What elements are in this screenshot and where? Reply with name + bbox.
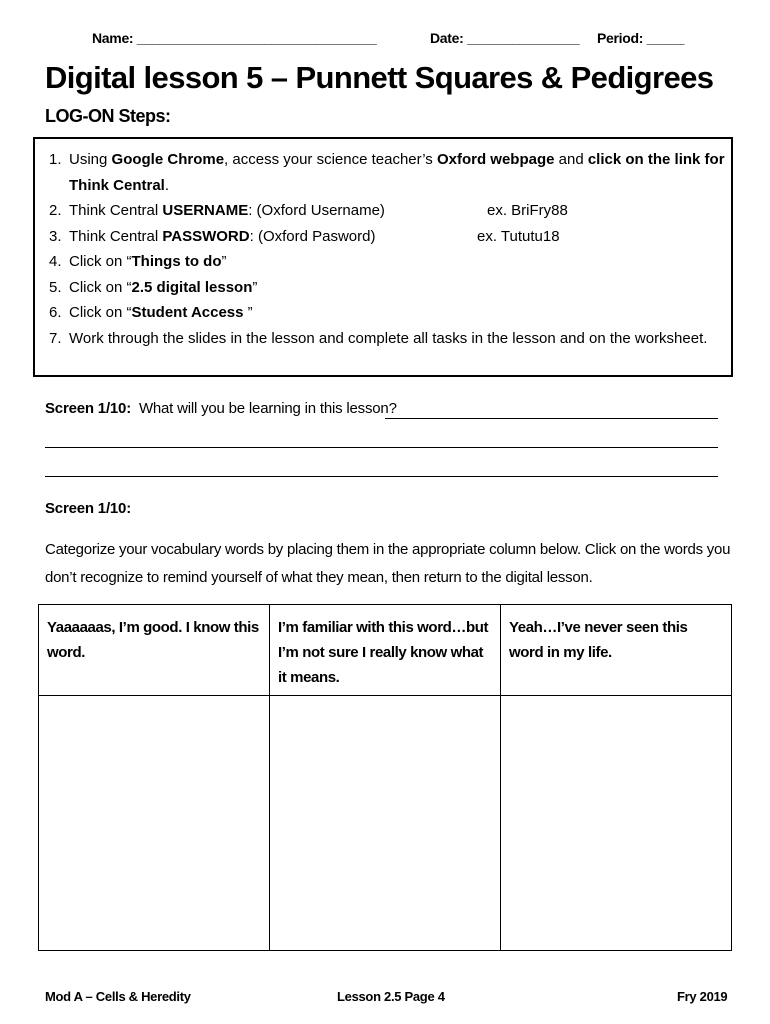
page-title: Digital lesson 5 – Punnett Squares & Pedigrees [45,60,714,95]
step-number: 7. [49,329,62,347]
vocab-column-familiar[interactable] [270,696,501,951]
vocab-header-know: Yaaaaaas, I’m good. I know this word. [47,619,259,661]
vocab-header-cell [501,605,732,696]
logon-steps-heading: LOG-ON Steps: [45,106,171,126]
answer-line[interactable] [45,447,718,448]
step-text: and [554,151,588,168]
step-text: ” [252,278,258,296]
step-text: : (Oxford Username) [248,202,385,219]
step-text: : (Oxford Pasword) [249,227,376,245]
step-text: Things to do [131,253,222,270]
answer-line[interactable] [45,476,718,477]
step-text: Click on “ [69,253,132,270]
footer-module: Mod A – Cells & Heredity [45,989,191,1004]
vocab-header-cell [39,605,270,696]
step-text: Oxford webpage [436,151,555,168]
logon-step [49,198,729,224]
vocab-table-body-row [39,696,732,951]
screen1-question [45,400,397,417]
step-text: PASSWORD [162,227,250,245]
vocab-instructions: Categorize your vocabulary words by placing them in the appropriate column below. Click on the words you don’t recognize to remind yourself of what they mean, then return to the digital lesson. [45,541,731,586]
screen1-question-text: What will you be learning in this lesson? [138,400,397,417]
logon-steps-list [49,147,729,351]
footer-author: Fry 2019 [677,989,728,1004]
answer-line[interactable] [385,418,718,419]
step-number: 3. [49,227,62,245]
vocab-header-never-seen: Yeah…I’ve never seen this word in my life. [509,619,688,661]
logon-step [49,326,729,352]
vocab-table-header-row [39,605,732,696]
step-text: Work through the slides in the lesson and complete all tasks in the lesson and on the worksheet. [69,329,708,347]
step-example: ex. Tututu18 [477,227,560,245]
step-number: 5. [49,278,62,296]
step-text: , access your science teacher’s [224,151,437,168]
date-field-label: Date: _______________ [430,30,580,46]
period-field-label: Period: _____ [597,30,685,46]
step-number: 2. [49,202,62,219]
step-text: Student Access [131,304,244,321]
vocab-header-familiar: I’m familiar with this word…but I’m not sure I really know what it means. [278,619,489,686]
screen1-label: Screen 1/10: [45,400,131,417]
step-text: Think Central [69,202,163,219]
vocab-column-never-seen[interactable] [501,696,732,951]
step-number: 6. [49,304,62,321]
step-text: ” [221,253,227,270]
logon-step [49,300,729,326]
step-text: Click on “ [69,278,132,296]
logon-step [49,147,729,198]
logon-step [49,249,729,275]
vocab-table [38,604,732,951]
step-text: Using [69,151,112,168]
logon-steps-box [33,137,733,377]
step-example: ex. BriFry88 [487,202,568,219]
logon-step [49,275,729,301]
step-text: Think Central [69,227,163,245]
step-text: . [164,176,170,194]
vocab-column-know[interactable] [39,696,270,951]
vocab-header-cell [270,605,501,696]
step-number: 1. [49,151,62,168]
logon-step [49,224,729,250]
step-text: 2.5 digital lesson [131,278,253,296]
footer-page: Lesson 2.5 Page 4 [337,989,445,1004]
step-text: USERNAME [162,202,249,219]
step-number: 4. [49,253,62,270]
step-text: click on the link for Think Central [69,151,725,194]
screen2-label: Screen 1/10: [45,500,131,517]
step-text: ” [243,304,253,321]
name-field-label: Name: ________________________________ [92,30,377,46]
step-text: Google Chrome [111,151,225,168]
step-text: Click on “ [69,304,132,321]
